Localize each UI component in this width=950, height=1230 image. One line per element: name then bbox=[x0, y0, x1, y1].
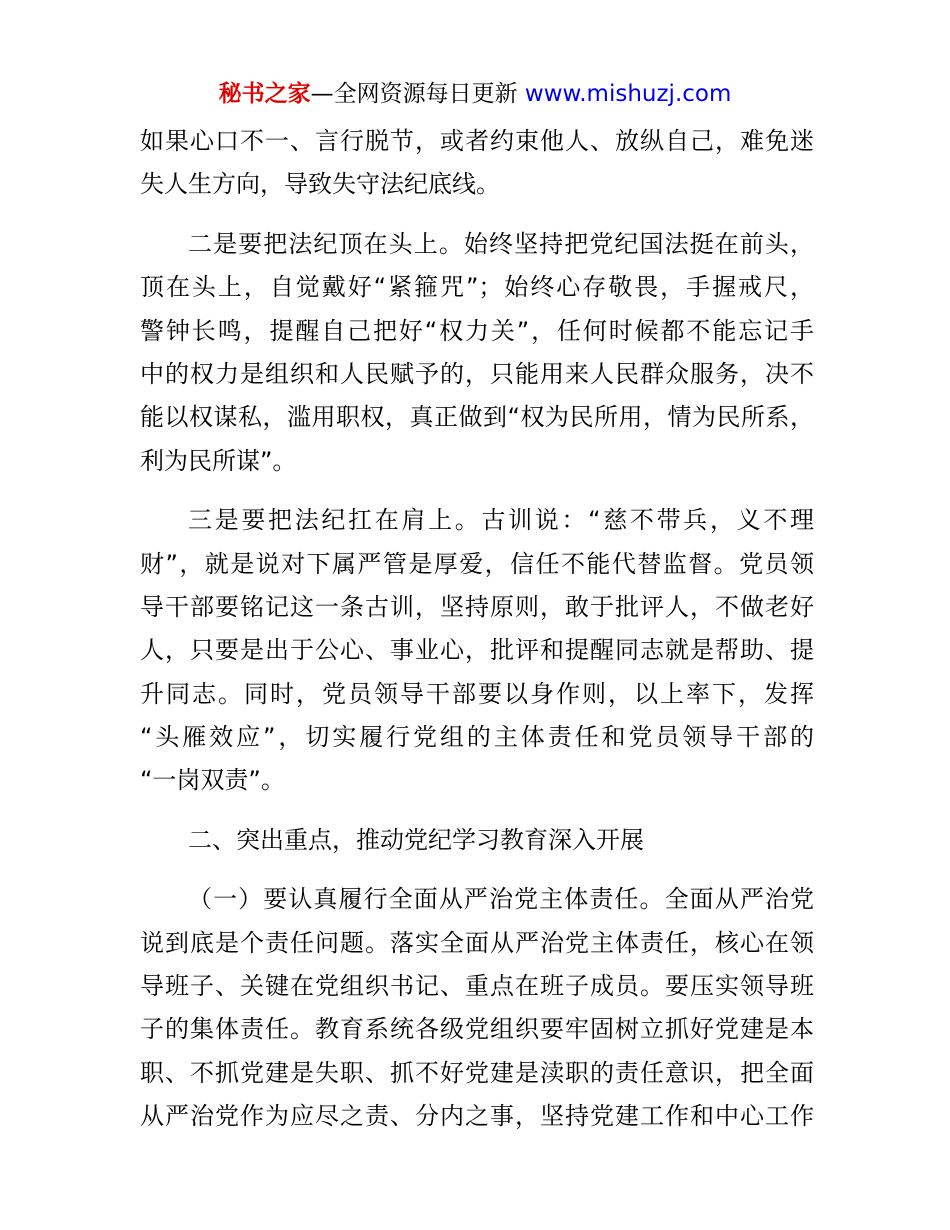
paragraph-subsection-one bbox=[140, 878, 814, 1138]
paragraph-point-three bbox=[140, 499, 814, 803]
text-line: “头雁效应”，切实履行党组的主体责任和党员领导干部的 bbox=[140, 723, 814, 752]
site-tagline: —全网资源每日更新 bbox=[310, 81, 525, 107]
text-line: 人，只要是出于公心、事业心，批评和提醒同志就是帮助、提 bbox=[140, 636, 814, 665]
text-line: 升同志。同时，党员领导干部要以身作则，以上率下，发挥 bbox=[140, 679, 814, 708]
text-line: 能以权谋私，滥用职权，真正做到“权为民所用，情为民所系， bbox=[140, 403, 814, 432]
text-line: 顶在头上，自觉戴好“紧箍咒”；始终心存敬畏，手握戒尺， bbox=[140, 273, 814, 302]
text-line: 如果心口不一、言行脱节，或者约束他人、放纵自己，难免迷 bbox=[140, 127, 814, 155]
text-line: 说到底是个责任问题。落实全面从严治党主体责任，核心在领 bbox=[140, 928, 814, 957]
heading-line: 二、突出重点，推动党纪学习教育深入开展 bbox=[188, 825, 644, 854]
paragraph-continuation bbox=[140, 120, 814, 207]
text-line: 职、不抓党建是失职、抓不好党建是渎职的责任意识，把全面 bbox=[140, 1058, 814, 1087]
text-line: 财”，就是说对下属严管是厚爱，信任不能代替监督。党员领 bbox=[140, 549, 814, 578]
text-line: 子的集体责任。教育系统各级党组织要牢固树立抓好党建是本 bbox=[140, 1015, 814, 1044]
text-line: 警钟长鸣，提醒自己把好“权力关”，任何时候都不能忘记手 bbox=[140, 316, 814, 345]
section-heading bbox=[140, 819, 814, 862]
text-line: 三是要把法纪扛在肩上。古训说：“慈不带兵，义不理 bbox=[188, 506, 814, 535]
document-body bbox=[140, 120, 814, 1139]
text-line: 利为民所谋”。 bbox=[140, 446, 297, 475]
site-brand: 秘书之家 bbox=[218, 81, 311, 107]
site-url-link[interactable]: www.mishuzj.com bbox=[524, 81, 732, 107]
text-line: 从严治党作为应尽之责、分内之事，坚持党建工作和中心工作 bbox=[140, 1102, 814, 1131]
text-line: “一岗双责”。 bbox=[140, 766, 285, 795]
text-line: 导班子、关键在党组织书记、重点在班子成员。要压实领导班 bbox=[140, 972, 814, 1001]
text-line: 导干部要铭记这一条古训，坚持原则，敢于批评人，不做老好 bbox=[140, 592, 814, 621]
text-line: 二是要把法纪顶在头上。始终坚持把党纪国法挺在前头， bbox=[188, 229, 814, 258]
text-line: 中的权力是组织和人民赋予的，只能用来人民群众服务，决不 bbox=[140, 359, 814, 388]
text-line: （一）要认真履行全面从严治党主体责任。全面从严治党 bbox=[188, 885, 814, 914]
paragraph-point-two bbox=[140, 223, 814, 483]
text-line: 失人生方向，导致失守法纪底线。 bbox=[140, 170, 500, 199]
site-header bbox=[0, 78, 950, 110]
